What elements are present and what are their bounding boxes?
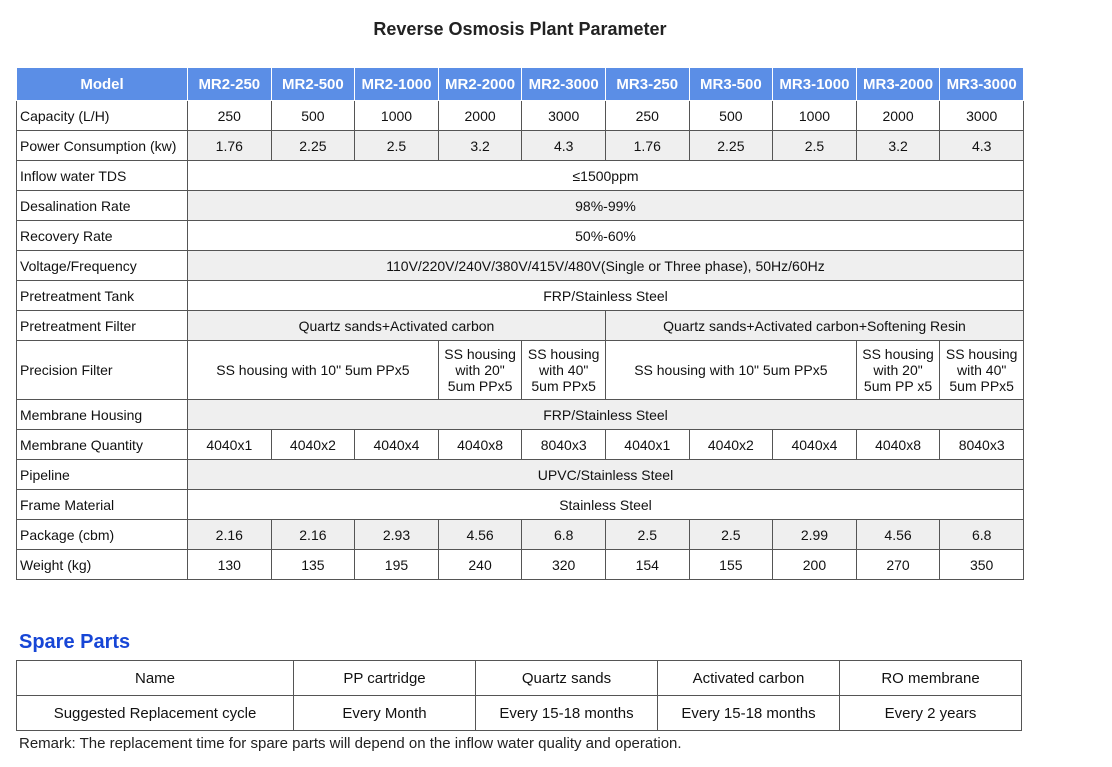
row-precision-filter bbox=[17, 341, 1024, 400]
table-cell: 1000 bbox=[773, 101, 857, 131]
table-cell: 200 bbox=[773, 550, 857, 580]
table-cell: 4040x1 bbox=[605, 430, 689, 460]
table-cell: 250 bbox=[188, 101, 272, 131]
table-cell: FRP/Stainless Steel bbox=[188, 281, 1024, 311]
table-cell: PP cartridge bbox=[294, 661, 476, 696]
header-cell: MR2-3000 bbox=[522, 68, 606, 101]
row-label: Precision Filter bbox=[17, 341, 188, 400]
table-cell: 350 bbox=[940, 550, 1024, 580]
table-cell: Stainless Steel bbox=[188, 490, 1024, 520]
row-label: Membrane Quantity bbox=[17, 430, 188, 460]
table-cell: 4.56 bbox=[856, 520, 940, 550]
header-cell: MR3-250 bbox=[605, 68, 689, 101]
cell-line: SS housing bbox=[862, 346, 934, 362]
table-cell: Activated carbon bbox=[658, 661, 840, 696]
table-cell: 4040x4 bbox=[355, 430, 439, 460]
table-cell: 4.56 bbox=[438, 520, 522, 550]
row-membrane-housing bbox=[17, 400, 1024, 430]
table-cell: 130 bbox=[188, 550, 272, 580]
header-cell: MR3-1000 bbox=[773, 68, 857, 101]
row-label: Membrane Housing bbox=[17, 400, 188, 430]
table-cell: 2000 bbox=[438, 101, 522, 131]
row-label: Recovery Rate bbox=[17, 221, 188, 251]
spare-header-row bbox=[17, 661, 1022, 696]
table-cell: 195 bbox=[355, 550, 439, 580]
spare-parts-title: Spare Parts bbox=[19, 631, 131, 653]
header-cell: MR3-500 bbox=[689, 68, 773, 101]
row-pretreatment-tank bbox=[17, 281, 1024, 311]
row-label: Frame Material bbox=[17, 490, 188, 520]
row-label: Capacity (L/H) bbox=[17, 101, 188, 131]
row-capacity bbox=[17, 101, 1024, 131]
table-cell: 3.2 bbox=[438, 131, 522, 161]
table-cell: Name bbox=[17, 661, 294, 696]
header-cell: MR2-500 bbox=[271, 68, 355, 101]
cell-line: SS housing bbox=[444, 346, 516, 362]
table-cell: 2.5 bbox=[355, 131, 439, 161]
table-cell: 155 bbox=[689, 550, 773, 580]
row-voltage bbox=[17, 251, 1024, 281]
header-cell: MR2-1000 bbox=[355, 68, 439, 101]
table-cell: 4040x8 bbox=[438, 430, 522, 460]
header-cell: MR3-3000 bbox=[940, 68, 1024, 101]
row-pipeline bbox=[17, 460, 1024, 490]
table-cell: 240 bbox=[438, 550, 522, 580]
row-frame-material bbox=[17, 490, 1024, 520]
row-label: Pipeline bbox=[17, 460, 188, 490]
table-cell: SS housing with 10" 5um PPx5 bbox=[605, 341, 856, 400]
row-weight bbox=[17, 550, 1024, 580]
table-cell: 4040x4 bbox=[773, 430, 857, 460]
table-cell: SS housing with 10" 5um PPx5 bbox=[188, 341, 439, 400]
row-label: Pretreatment Filter bbox=[17, 311, 188, 341]
table-cell: Quartz sands+Activated carbon+Softening Resin bbox=[605, 311, 1023, 341]
table-cell: 6.8 bbox=[940, 520, 1024, 550]
row-label: Inflow water TDS bbox=[17, 161, 188, 191]
cell-line: SS housing bbox=[527, 346, 600, 362]
table-cell: 98%-99% bbox=[188, 191, 1024, 221]
spare-parts-table bbox=[16, 660, 1022, 731]
table-cell: 2.25 bbox=[689, 131, 773, 161]
cell-line: 5um PPx5 bbox=[447, 378, 513, 394]
page-title: Reverse Osmosis Plant Parameter bbox=[373, 19, 667, 39]
table-cell: 1000 bbox=[355, 101, 439, 131]
table-cell: 2.25 bbox=[271, 131, 355, 161]
table-cell: 500 bbox=[271, 101, 355, 131]
cell-line: SS housing bbox=[945, 346, 1018, 362]
row-label: Voltage/Frequency bbox=[17, 251, 188, 281]
row-pretreatment-filter bbox=[17, 311, 1024, 341]
header-cell: Model bbox=[17, 68, 188, 101]
table-cell bbox=[438, 341, 522, 400]
table-cell bbox=[856, 341, 940, 400]
spare-cycle-row bbox=[17, 696, 1022, 731]
cell-line: 5um PPx5 bbox=[531, 378, 596, 394]
cell-line: with 20" bbox=[873, 362, 923, 378]
table-cell: RO membrane bbox=[840, 661, 1022, 696]
row-recovery bbox=[17, 221, 1024, 251]
cell-line: with 40" bbox=[957, 362, 1007, 378]
table-cell: 1.76 bbox=[605, 131, 689, 161]
table-cell: 6.8 bbox=[522, 520, 606, 550]
table-cell bbox=[522, 341, 606, 400]
table-cell bbox=[940, 341, 1024, 400]
table-cell: 110V/220V/240V/380V/415V/480V(Single or Three phase), 50Hz/60Hz bbox=[188, 251, 1024, 281]
row-label: Power Consumption (kw) bbox=[17, 131, 188, 161]
table-cell: 3000 bbox=[940, 101, 1024, 131]
table-cell: FRP/Stainless Steel bbox=[188, 400, 1024, 430]
row-label: Desalination Rate bbox=[17, 191, 188, 221]
table-cell: UPVC/Stainless Steel bbox=[188, 460, 1024, 490]
cell-line: with 40" bbox=[539, 362, 589, 378]
row-membrane-quantity bbox=[17, 430, 1024, 460]
remark-text: Remark: The replacement time for spare parts will depend on the inflow water quality and operation. bbox=[19, 735, 682, 752]
table-cell: 2.16 bbox=[271, 520, 355, 550]
table-cell: 4040x2 bbox=[689, 430, 773, 460]
table-cell: 4.3 bbox=[940, 131, 1024, 161]
table-cell: 135 bbox=[271, 550, 355, 580]
table-cell: 1.76 bbox=[188, 131, 272, 161]
table-cell: Suggested Replacement cycle bbox=[17, 696, 294, 731]
table-cell: 270 bbox=[856, 550, 940, 580]
table-cell: 4.3 bbox=[522, 131, 606, 161]
table-cell: Quartz sands bbox=[476, 661, 658, 696]
table-cell: 2.99 bbox=[773, 520, 857, 550]
cell-line: 5um PPx5 bbox=[949, 378, 1014, 394]
table-cell: 3000 bbox=[522, 101, 606, 131]
row-label: Package (cbm) bbox=[17, 520, 188, 550]
table-cell: 4040x2 bbox=[271, 430, 355, 460]
table-cell: 2.93 bbox=[355, 520, 439, 550]
table-cell: 2.5 bbox=[689, 520, 773, 550]
row-label: Pretreatment Tank bbox=[17, 281, 188, 311]
table-cell: 4040x1 bbox=[188, 430, 272, 460]
table-cell: 8040x3 bbox=[940, 430, 1024, 460]
row-desalination bbox=[17, 191, 1024, 221]
table-cell: Every 2 years bbox=[840, 696, 1022, 731]
header-cell: MR2-250 bbox=[188, 68, 272, 101]
table-cell: 3.2 bbox=[856, 131, 940, 161]
cell-line: 5um PP x5 bbox=[863, 378, 933, 394]
table-cell: Every 15-18 months bbox=[658, 696, 840, 731]
parameter-table bbox=[16, 67, 1024, 580]
row-power bbox=[17, 131, 1024, 161]
row-label: Weight (kg) bbox=[17, 550, 188, 580]
table-cell: Quartz sands+Activated carbon bbox=[188, 311, 606, 341]
table-cell: 2.5 bbox=[773, 131, 857, 161]
header-cell: MR3-2000 bbox=[856, 68, 940, 101]
table-cell: 154 bbox=[605, 550, 689, 580]
cell-line: with 20" bbox=[455, 362, 505, 378]
table-cell: 2.16 bbox=[188, 520, 272, 550]
table-cell: 250 bbox=[605, 101, 689, 131]
table-cell: 320 bbox=[522, 550, 606, 580]
row-package bbox=[17, 520, 1024, 550]
table-cell: 4040x8 bbox=[856, 430, 940, 460]
header-cell: MR2-2000 bbox=[438, 68, 522, 101]
table-cell: 2.5 bbox=[605, 520, 689, 550]
table-cell: 500 bbox=[689, 101, 773, 131]
table-cell: 8040x3 bbox=[522, 430, 606, 460]
table-cell: 50%-60% bbox=[188, 221, 1024, 251]
table-cell: Every Month bbox=[294, 696, 476, 731]
row-tds bbox=[17, 161, 1024, 191]
table-cell: 2000 bbox=[856, 101, 940, 131]
table-cell: Every 15-18 months bbox=[476, 696, 658, 731]
header-row bbox=[17, 68, 1024, 101]
table-cell: ≤1500ppm bbox=[188, 161, 1024, 191]
